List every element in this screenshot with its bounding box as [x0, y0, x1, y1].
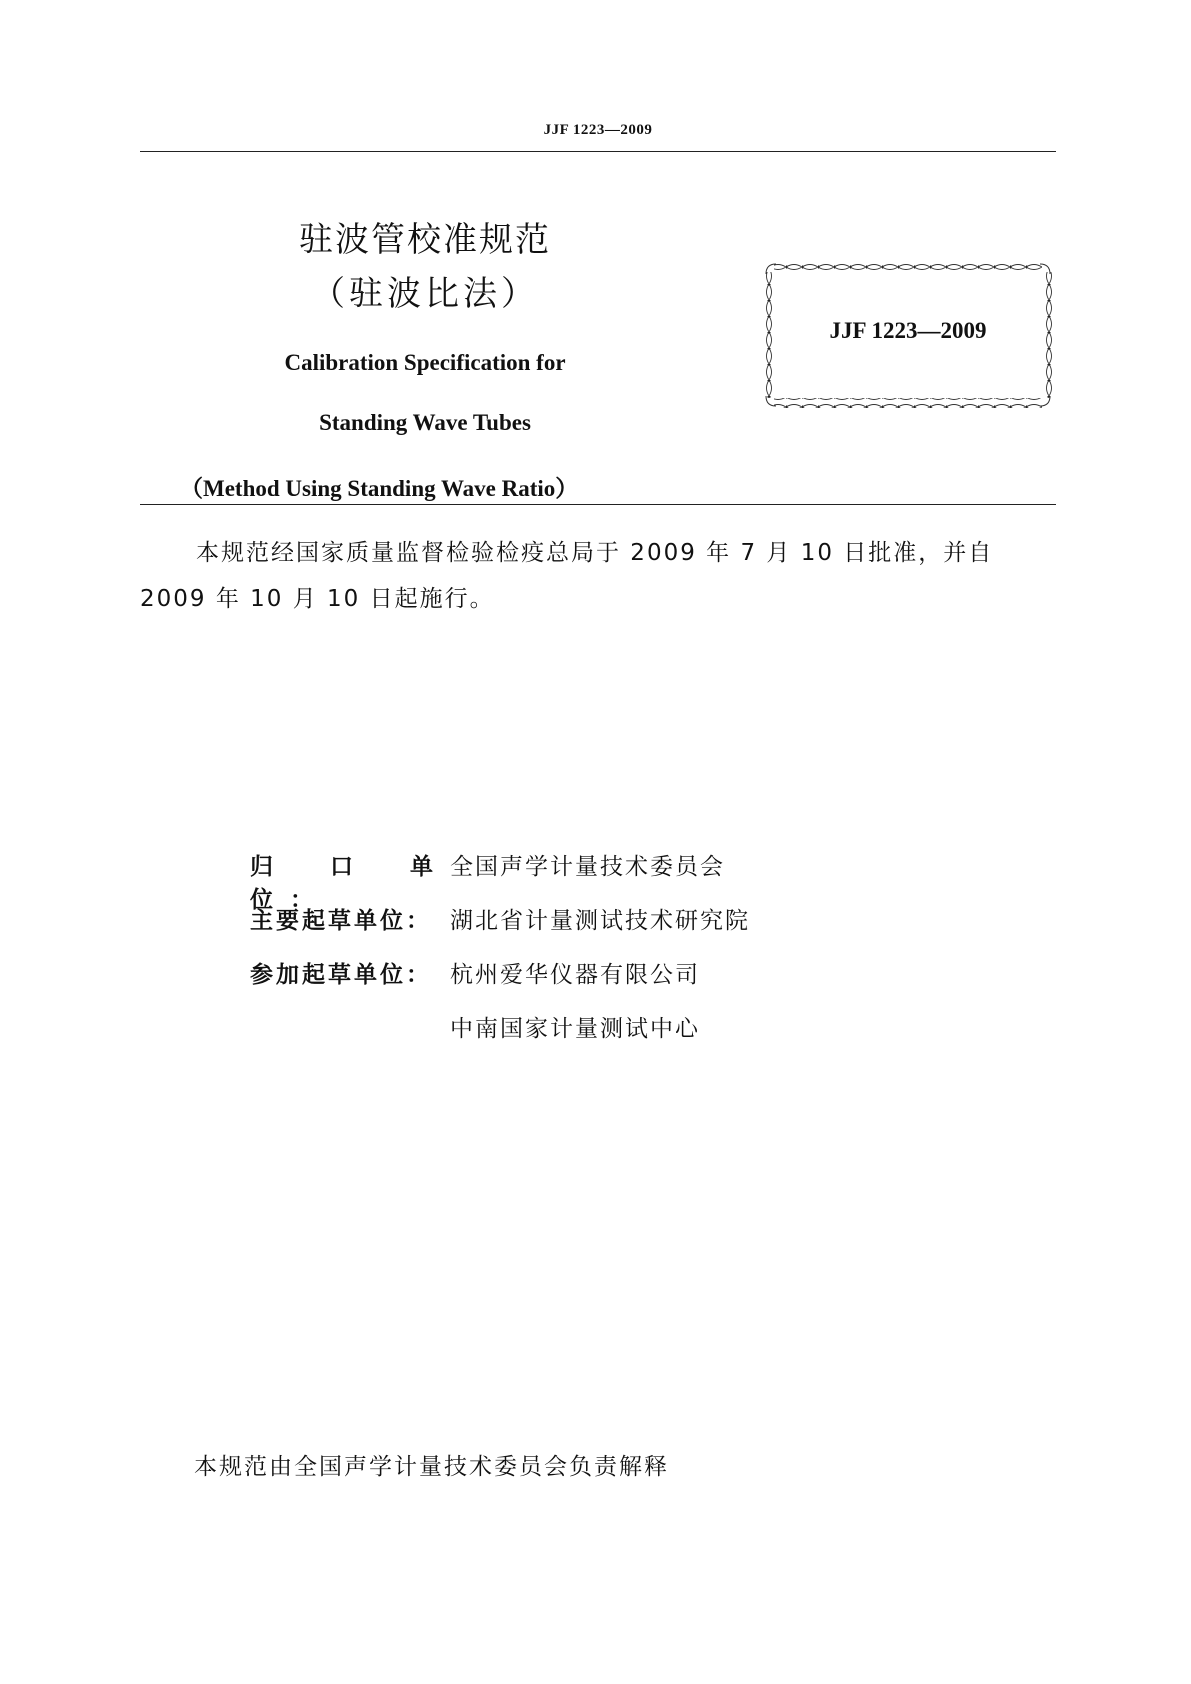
title-english-line-3: （Method Using Standing Wave Ratio）	[180, 476, 579, 501]
participating-drafter-value-2: 中南国家计量测试中心	[450, 1016, 700, 1042]
document-code: JJF 1223—2009	[829, 318, 987, 343]
document-code-box	[764, 262, 1052, 408]
approval-statement: 本规范经国家质量监督检验检疫总局于 2009 年 7 月 10 日批准，并自 2009 年 10 月 10 日起施行。	[140, 540, 994, 612]
running-header-code: JJF 1223—2009	[543, 122, 653, 138]
interpretation-note: 本规范由全国声学计量技术委员会负责解释	[194, 1454, 669, 1480]
main-drafter-label: 主要起草单位：	[250, 908, 432, 934]
responsible-unit-value: 全国声学计量技术委员会	[450, 854, 725, 880]
participating-drafter-value-1: 杭州爱华仪器有限公司	[450, 962, 700, 988]
header-rule	[140, 151, 1056, 152]
participating-drafter-label: 参加起草单位：	[250, 962, 432, 988]
participating-drafter-row-2	[250, 1010, 700, 1043]
title-english-line-1: Calibration Specification for	[284, 350, 566, 375]
participating-drafter-label-spacer	[250, 1010, 450, 1043]
title-english-line-2: Standing Wave Tubes	[319, 410, 531, 435]
main-drafter-row	[250, 902, 750, 935]
participating-drafter-row	[250, 956, 700, 989]
subtitle-chinese: （驻波比法）	[311, 274, 539, 314]
responsible-unit-label: 归 口 单 位：	[250, 854, 450, 913]
main-drafter-value: 湖北省计量测试技术研究院	[450, 908, 750, 934]
title-chinese: 驻波管校准规范	[299, 220, 551, 260]
title-rule	[140, 504, 1056, 505]
